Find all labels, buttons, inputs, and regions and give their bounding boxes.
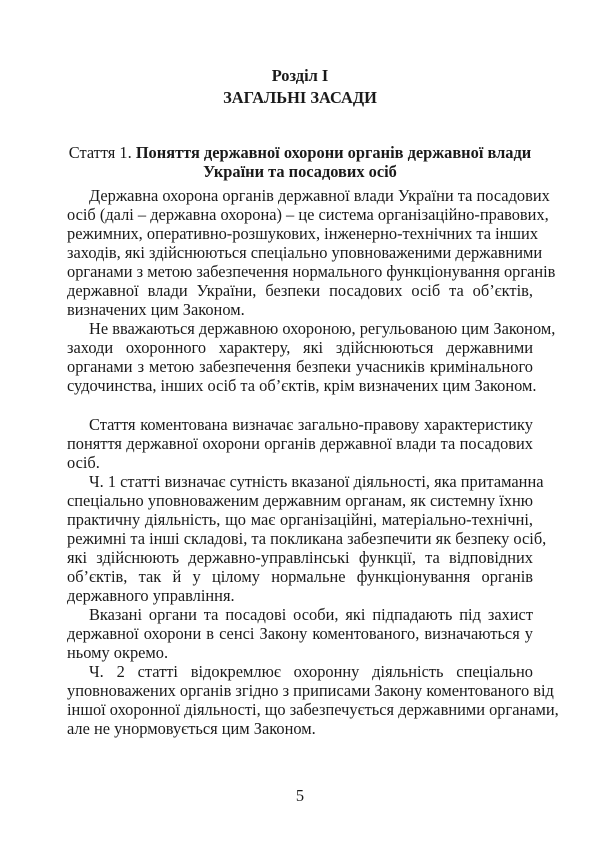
paragraph [67,186,556,319]
text-line: уповноважених органів згідно з приписами Закону коментованого від [67,681,554,700]
paragraph [67,319,556,395]
text-line: осіб (далі – державна охорона) – це система організаційно-правових, [67,205,549,224]
text-line: ньому окремо. [67,643,169,662]
article-prefix: Стаття 1. [68,143,136,162]
text-line: Ч. 2 статті відокремлює охоронну діяльність спеціально [89,662,533,681]
text-line: Вказані органи та посадові особи, які підпадають під захист [89,605,533,624]
text-line: органами з метою забезпечення безпеки учасників кримінального [67,357,533,376]
text-line: спеціально уповноваженим державним органам, як системну їхню [67,491,533,510]
text-line: режимних, оперативно-розшукових, інженерно-технічних та інших [67,224,539,243]
text-line: заходи охоронного характеру, які здійснюються державними [67,338,533,357]
text-line: Ч. 1 статті визначає сутність вказаної діяльності, яка притаманна [89,472,544,491]
text-line: Стаття коментована визначає загально-правову характеристику [89,415,533,434]
paragraph [67,472,547,605]
text-line: режимні та інші складові, та покликана забезпечити як безпеку осіб, [67,529,547,548]
paragraph [67,415,533,472]
text-line: об’єктів, так й у цілому нормальне функціонування органів [67,567,533,586]
section-title: ЗАГАЛЬНІ ЗАСАДИ [223,88,377,107]
paragraph [67,662,559,738]
text-line: судочинства, інших осіб та об’єктів, крім визначених цим Законом. [67,376,537,395]
article-heading [0,143,600,162]
paragraph [67,605,533,662]
text-line: органами з метою забезпечення нормального функціонування органів [67,262,556,281]
text-line: осіб. [67,453,100,472]
commentary [67,415,559,738]
law-text [67,186,556,395]
article-title-line2: України та посадових осіб [203,162,397,181]
text-line: іншої охоронної діяльності, що забезпечується державними органами, [67,700,559,719]
text-line: Не вважаються державною охороною, регульованою цим Законом, [89,319,556,338]
text-line: поняття державної охорони органів державної влади та посадових [67,434,533,453]
text-line: практичну діяльність, що має організаційні, матеріально-технічні, [67,510,533,529]
text-line: заходів, які здійснюються спеціально уповноваженими державними [67,243,543,262]
text-line: визначених цим Законом. [67,300,245,319]
article-title-line1: Поняття державної охорони органів державної влади [135,143,532,162]
text-line: Державна охорона органів державної влади України та посадових [89,186,550,205]
text-line: державної влади України, безпеки посадових осіб та об’єктів, [67,281,533,300]
section-label: Розділ І [271,66,329,85]
page-number: 5 [295,786,305,805]
text-line: але не унормовується цим Законом. [67,719,316,738]
text-line: державної охорони в сенсі Закону коментованого, визначаються у [67,624,533,643]
text-line: державного управління. [67,586,235,605]
text-line: які здійснюють державно-управлінські функції, та відповідних [67,548,533,567]
